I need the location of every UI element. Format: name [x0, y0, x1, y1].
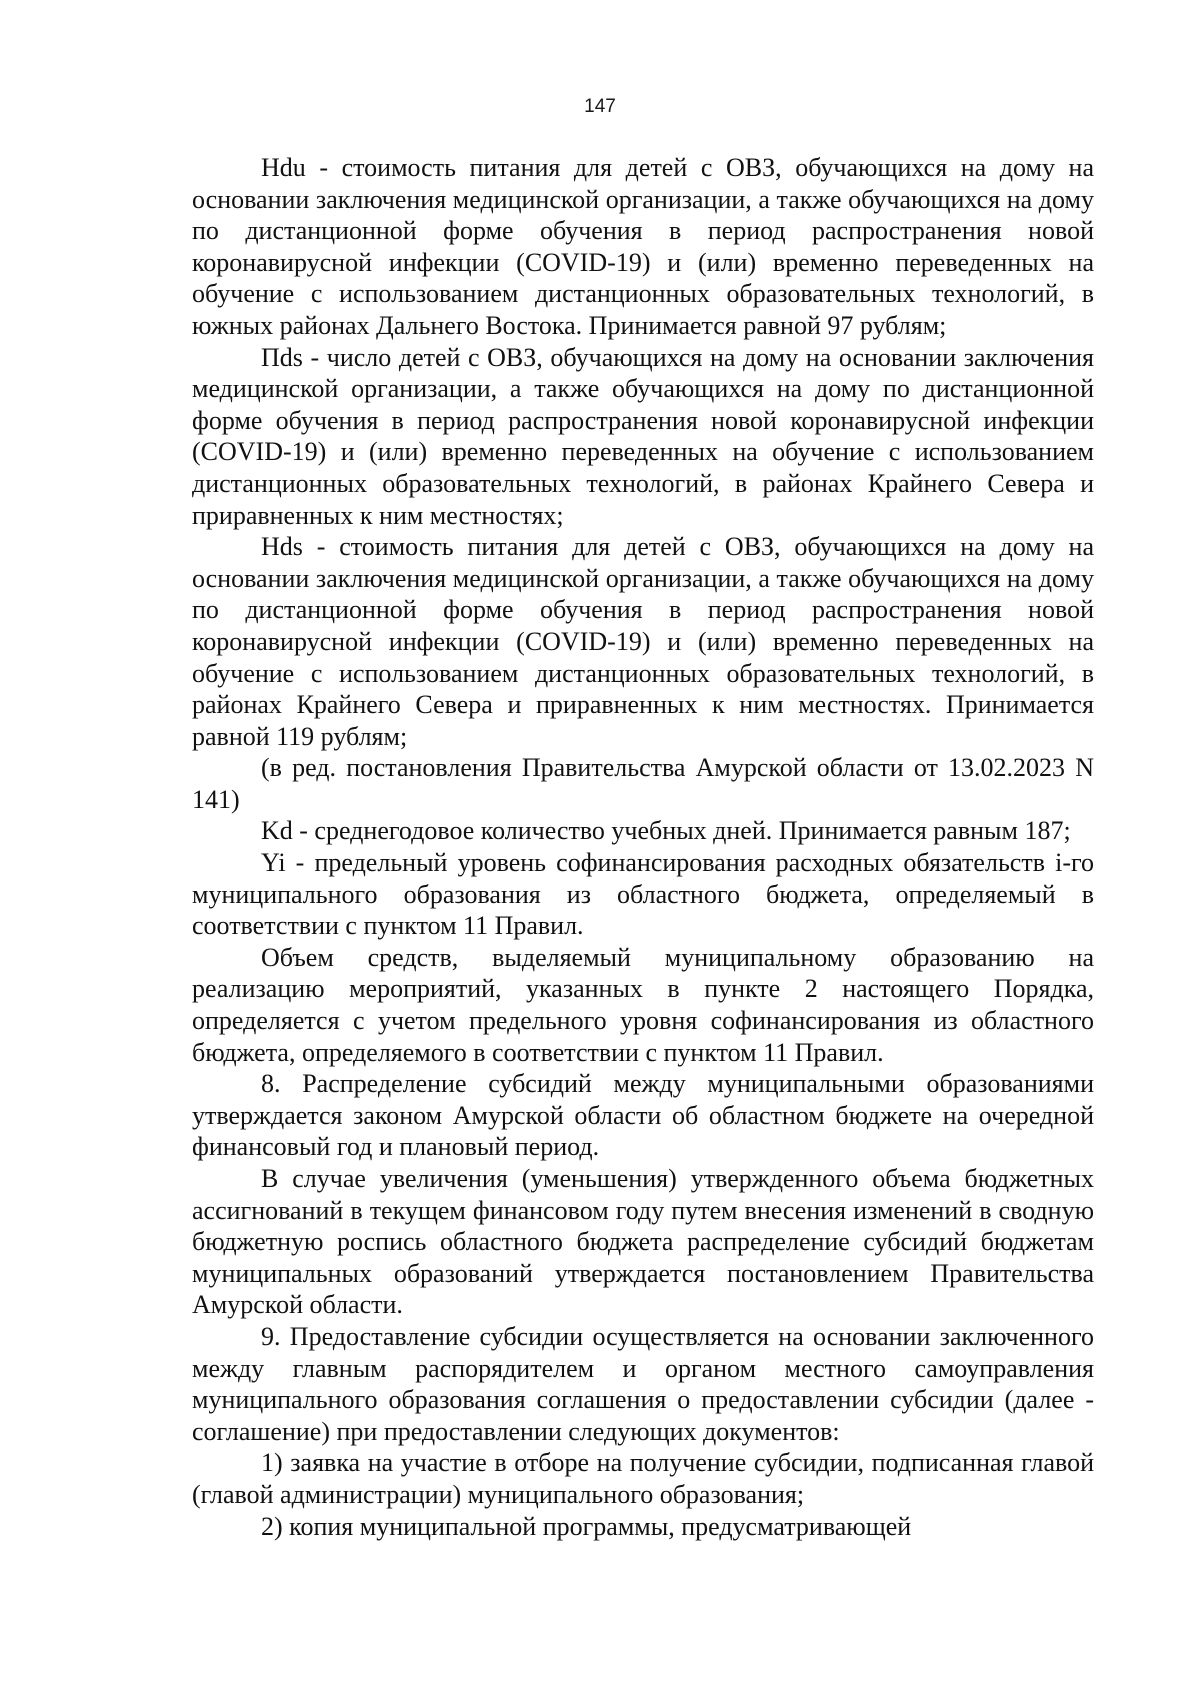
paragraph-hds-definition: Hds - стоимость питания для детей с ОВЗ, обучающихся на дому на основании заключения медицинской организации, а также обучающихся на дому по дистанционной форме обучения в период распространения новой коронавирусной инфекции (COVID-19) и (или) временно переведенных на обучение с использованием дистанционных образовательных технологий, в районах Крайнего Севера и приравненных к ним местностях. Принимается равной 119 рублям; — [192, 532, 1094, 751]
paragraph-budget-change: В случае увеличения (уменьшения) утвержденного объема бюджетных ассигнований в текущем финансовом году путем внесения изменений в сводную бюджетную роспись областного бюджета распределение субсидий бюджетам муниципальных образований утверждается постановлением Правительства Амурской области. — [192, 1164, 1094, 1320]
paragraph-hdu-definition: Hdu - стоимость питания для детей с ОВЗ, обучающихся на дому на основании заключения медицинской организации, а также обучающихся на дому по дистанционной форме обучения в период распространения новой коронавирусной инфекции (COVID-19) и (или) временно переведенных на обучение с использованием дистанционных образовательных технологий, в южных районах Дальнего Востока. Принимается равной 97 рублям; — [192, 153, 1094, 340]
document-body — [192, 152, 1094, 1542]
page-number: 147 — [584, 96, 616, 117]
paragraph-item-9: 9. Предоставление субсидии осуществляется на основании заключенного между главным распорядителем и органом местного самоуправления муниципального образования соглашения о предоставлении субсидии (далее - соглашение) при предоставлении следующих документов: — [192, 1321, 1094, 1446]
paragraph-yi-definition: Yi - предельный уровень софинансирования расходных обязательств i-го муниципального образования из областного бюджета, определяемый в соответствии с пунктом 11 Правил. — [192, 848, 1094, 941]
paragraph-funding-volume: Объем средств, выделяемый муниципальному образованию на реализацию мероприятий, указанных в пункте 2 настоящего Порядка, определяется с учетом предельного уровня софинансирования из областного бюджета, определяемого в соответствии с пунктом 11 Правил. — [192, 942, 1094, 1067]
paragraph-subitem-1: 1) заявка на участие в отборе на получение субсидии, подписанная главой (главой администрации) муниципального образования; — [192, 1448, 1094, 1509]
paragraph-subitem-2: 2) копия муниципальной программы, предусматривающей — [261, 1511, 912, 1541]
paragraph-amendment-note: (в ред. постановления Правительства Амурской области от 13.02.2023 N 141) — [192, 753, 1094, 814]
paragraph-item-8: 8. Распределение субсидий между муниципальными образованиями утверждается законом Амурской области об областном бюджете на очередной финансовый год и плановый период. — [192, 1069, 1094, 1162]
paragraph-pds-definition: Пds - число детей с ОВЗ, обучающихся на дому на основании заключения медицинской организации, а также обучающихся на дому по дистанционной форме обучения в период распространения новой коронавирусной инфекции (COVID-19) и (или) временно переведенных на обучение с использованием дистанционных образовательных технологий, в районах Крайнего Севера и приравненных к ним местностях; — [192, 342, 1094, 530]
paragraph-kd-definition: Kd - среднегодовое количество учебных дней. Принимается равным 187; — [261, 816, 1071, 846]
